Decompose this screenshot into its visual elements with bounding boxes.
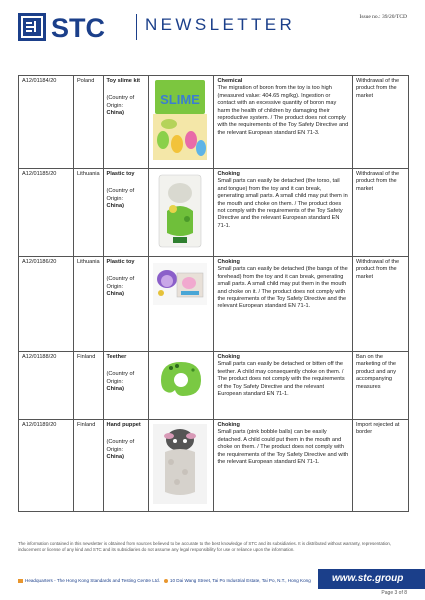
website-link[interactable]: www.stc.group xyxy=(332,573,404,584)
origin-label: (Country of Origin: xyxy=(106,188,135,202)
product-name: Teether xyxy=(106,354,127,360)
product-name: Hand puppet xyxy=(106,422,141,428)
product-name: Plastic toy xyxy=(106,171,135,177)
country-cell: Lithuania xyxy=(73,257,103,352)
product-image-cell xyxy=(148,257,214,352)
product-cell xyxy=(103,169,148,257)
risk-title: Choking xyxy=(217,422,240,428)
teether-image xyxy=(151,354,209,402)
risk-cell xyxy=(214,76,352,169)
origin-label: (Country of Origin: xyxy=(106,371,135,385)
page-number: Page 3 of 8 xyxy=(381,590,407,596)
issue-number: Issue no.: 39/20/TCD xyxy=(359,14,407,20)
measure-cell: Import rejected at border xyxy=(352,420,408,512)
product-cell xyxy=(103,76,148,169)
home-icon xyxy=(18,579,23,583)
risk-description: Small parts (pink bobble balls) can be easily detached. A child could put them in the mouth and choke on them. / The product does not comply with the requirements of the Toy Safety Directive and with the relevant European standard EN 71-1. xyxy=(217,429,349,466)
hand-puppet-image xyxy=(151,422,209,506)
product-cell xyxy=(103,257,148,352)
header-divider xyxy=(136,14,137,40)
reference-cell: A12/01189/20 xyxy=(19,420,74,512)
risk-title: Choking xyxy=(217,259,240,265)
table-row xyxy=(19,169,409,257)
disclaimer-text: The information contained in this newsletter is obtained from sources believed to be accurate to the best knowledge of STC and its subsidiaries. It is distributed without warranty, representation, inducement or license of any kind and STC and its subsidiaries do not assume any legal responsibility for use or reliance upon the information. xyxy=(18,541,392,552)
product-name: Plastic toy xyxy=(106,259,135,265)
origin-value: China) xyxy=(106,386,124,393)
origin-label: (Country of Origin: xyxy=(106,439,135,453)
product-cell xyxy=(103,352,148,420)
origin-value: China) xyxy=(106,454,124,461)
measure-cell: Ban on the marketing of the product and any accompanying measures xyxy=(352,352,408,420)
product-image-cell xyxy=(148,169,214,257)
risk-title: Chemical xyxy=(217,78,243,84)
newsletter-title: NEWSLETTER xyxy=(145,15,296,34)
table-row xyxy=(19,420,409,512)
measure-cell: Withdrawal of the product from the market xyxy=(352,169,408,257)
risk-cell xyxy=(214,169,352,257)
origin-value: China) xyxy=(106,110,124,117)
risk-description: The migration of boron from the toy is too high (measured value: 404.65 mg/kg). Ingestion or contact with an excessive quantity of boron may harm the health of children by damaging their reproductive system. / The product does not comply with the requirements of the Toy Safety Directive and the relevant European standard EN 71-3. xyxy=(217,85,349,136)
slime-kit-image xyxy=(151,78,209,163)
newsletter-header xyxy=(0,0,425,50)
dinosaur-toy-image xyxy=(151,171,209,251)
country-cell: Finland xyxy=(73,420,103,512)
product-cell xyxy=(103,420,148,512)
footer-address-line xyxy=(18,578,311,583)
risk-cell xyxy=(214,257,352,352)
country-cell: Lithuania xyxy=(73,169,103,257)
risk-title: Choking xyxy=(217,354,240,360)
measure-cell: Withdrawal of the product from the market xyxy=(352,76,408,169)
country-cell: Poland xyxy=(73,76,103,169)
product-name: Toy slime kit xyxy=(106,78,141,84)
risk-description: Small parts can easily be detached (the torso, tail and tongue) from the toy and it can break, generating small parts. A small child may put them in the mouth and choke on them. / The product does not comply with the requirements of the Toy Safety Directive and the relevant European standard EN 71-1. xyxy=(217,178,348,229)
slime-image-label: SLIME xyxy=(160,92,200,107)
risk-cell xyxy=(214,352,352,420)
product-image-cell xyxy=(148,420,214,512)
stc-logo xyxy=(18,12,126,42)
risk-title: Choking xyxy=(217,171,240,177)
risk-description: Small parts can easily be detached or bitten off the teether. A child may consequently choke on them. / The product does not comply with the requirements of the Toy Safety Directive and the relevant European standard EN 71-1. xyxy=(217,361,345,398)
table-row xyxy=(19,257,409,352)
reference-cell: A12/01186/20 xyxy=(19,257,74,352)
risk-cell xyxy=(214,420,352,512)
table-row xyxy=(19,352,409,420)
reference-cell: A12/01188/20 xyxy=(19,352,74,420)
address-text: 10 Dai Wang Street, Tai Po Industrial Estate, Tai Po, N.T., Hong Kong xyxy=(169,578,311,583)
measure-cell: Withdrawal of the product from the market xyxy=(352,257,408,352)
origin-label: (Country of Origin: xyxy=(106,95,135,109)
origin-value: China) xyxy=(106,291,124,298)
table-row xyxy=(19,76,409,169)
location-pin-icon xyxy=(164,579,168,583)
country-cell: Finland xyxy=(73,352,103,420)
reference-cell: A12/01185/20 xyxy=(19,169,74,257)
risk-description: Small parts can easily be detached (the bangs of the forehead) from the toy and it can break, generating small parts. A small child may put them in the mouth and choke on it. / The product does not comply with the requirements of the Toy Safety Directive and the relevant European standard EN 71-1. xyxy=(217,266,348,310)
recall-table xyxy=(18,75,409,512)
svg-text:STC: STC xyxy=(51,13,105,42)
reference-cell: A12/01184/20 xyxy=(19,76,74,169)
origin-label: (Country of Origin: xyxy=(106,276,135,290)
origin-value: China) xyxy=(106,203,124,210)
product-image-cell xyxy=(148,352,214,420)
headquarters-label: Headquarters - The Hong Kong Standards and Testing Centre Ltd. xyxy=(25,578,160,583)
pony-toy-image xyxy=(151,259,209,309)
product-image-cell xyxy=(148,76,214,169)
